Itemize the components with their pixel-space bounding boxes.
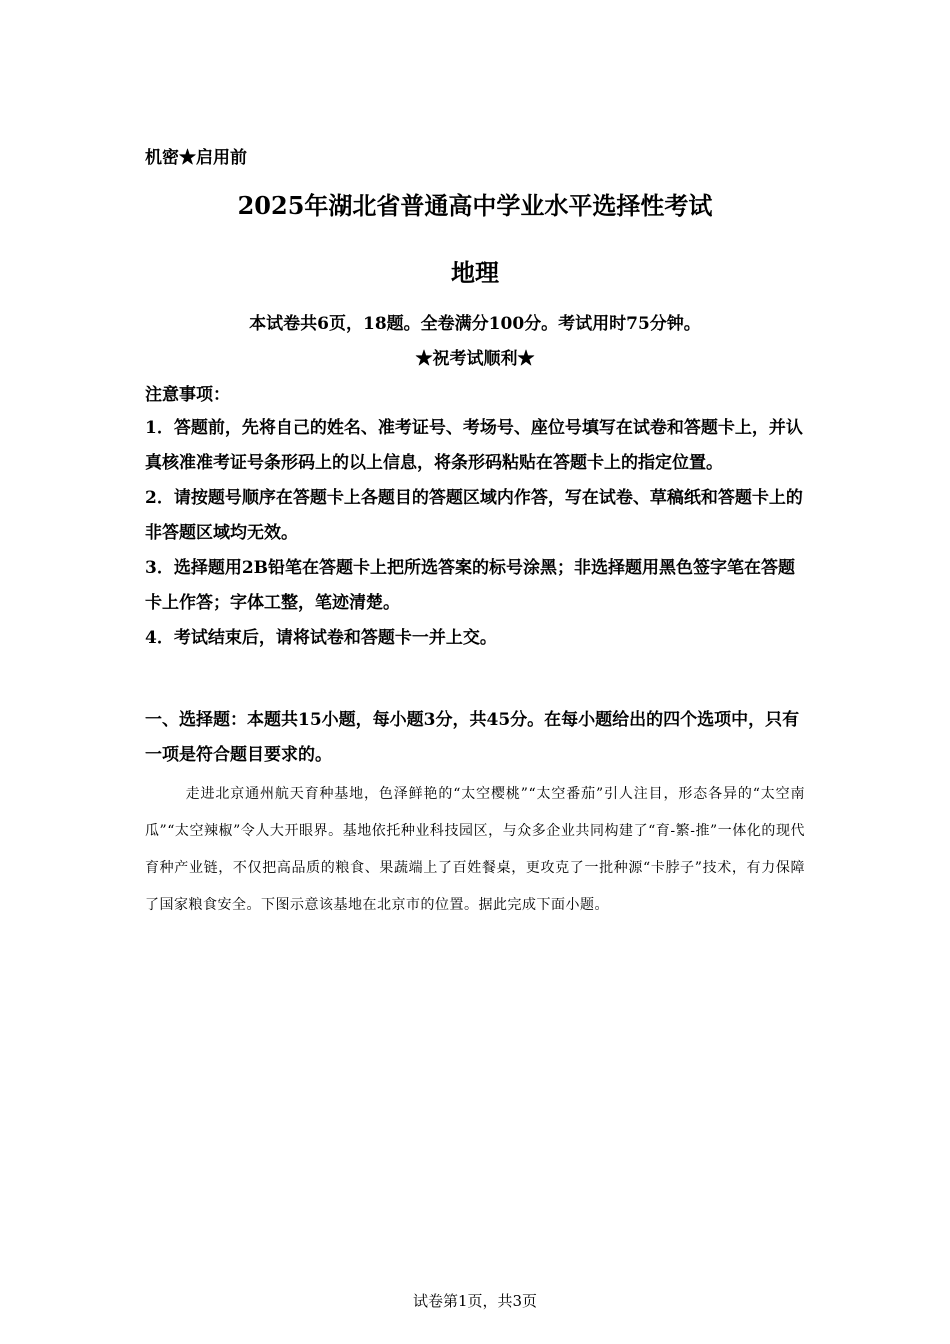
reading-passage: 走进北京通州航天育种基地，色泽鲜艳的“太空樱桃”“太空番茄”引人注目，形态各异的“太空南瓜”“太空辣椒”令人大开眼界。基地依托种业科技园区，与众多企业共同构建了“育-繁-推”一体化的现代育种产业链，不仅把高品质的粮食、果蔬端上了百姓餐桌，更攻克了一批种源“卡脖子”技术，有力保障了国家粮食安全。下图示意该基地在北京市的位置。据此完成下面小题。 xyxy=(145,786,805,913)
notice-item: 2．请按题号顺序在答题卡上各题目的答题区域内作答，写在试卷、草稿纸和答题卡上的非答题区域均无效。 xyxy=(145,488,803,543)
exam-title: 2025年湖北省普通高中学业水平选择性考试 xyxy=(237,191,713,220)
confidential-label: 机密★启用前 xyxy=(145,148,247,168)
notice-item: 4．考试结束后，请将试卷和答题卡一并上交。 xyxy=(145,628,497,648)
page-footer: 试卷第1页，共3页 xyxy=(412,1292,538,1310)
exam-info: 本试卷共6页，18题。全卷满分100分。考试用时75分钟。 xyxy=(249,314,701,334)
good-luck-line: ★祝考试顺利★ xyxy=(415,349,535,369)
notice-heading: 注意事项： xyxy=(145,385,230,405)
notice-item: 1．答题前，先将自己的姓名、准考证号、考场号、座位号填写在试卷和答题卡上，并认真核准准考证号条形码上的以上信息，将条形码粘贴在答题卡上的指定位置。 xyxy=(145,418,803,473)
section-heading: 一、选择题：本题共15小题，每小题3分，共45分。在每小题给出的四个选项中，只有一项是符合题目要求的。 xyxy=(145,710,800,765)
notice-item: 3．选择题用2B铅笔在答题卡上把所选答案的标号涂黑；非选择题用黑色签字笔在答题卡上作答；字体工整，笔迹清楚。 xyxy=(145,558,796,613)
notice-list xyxy=(145,411,810,656)
subject-title: 地理 xyxy=(451,258,499,287)
